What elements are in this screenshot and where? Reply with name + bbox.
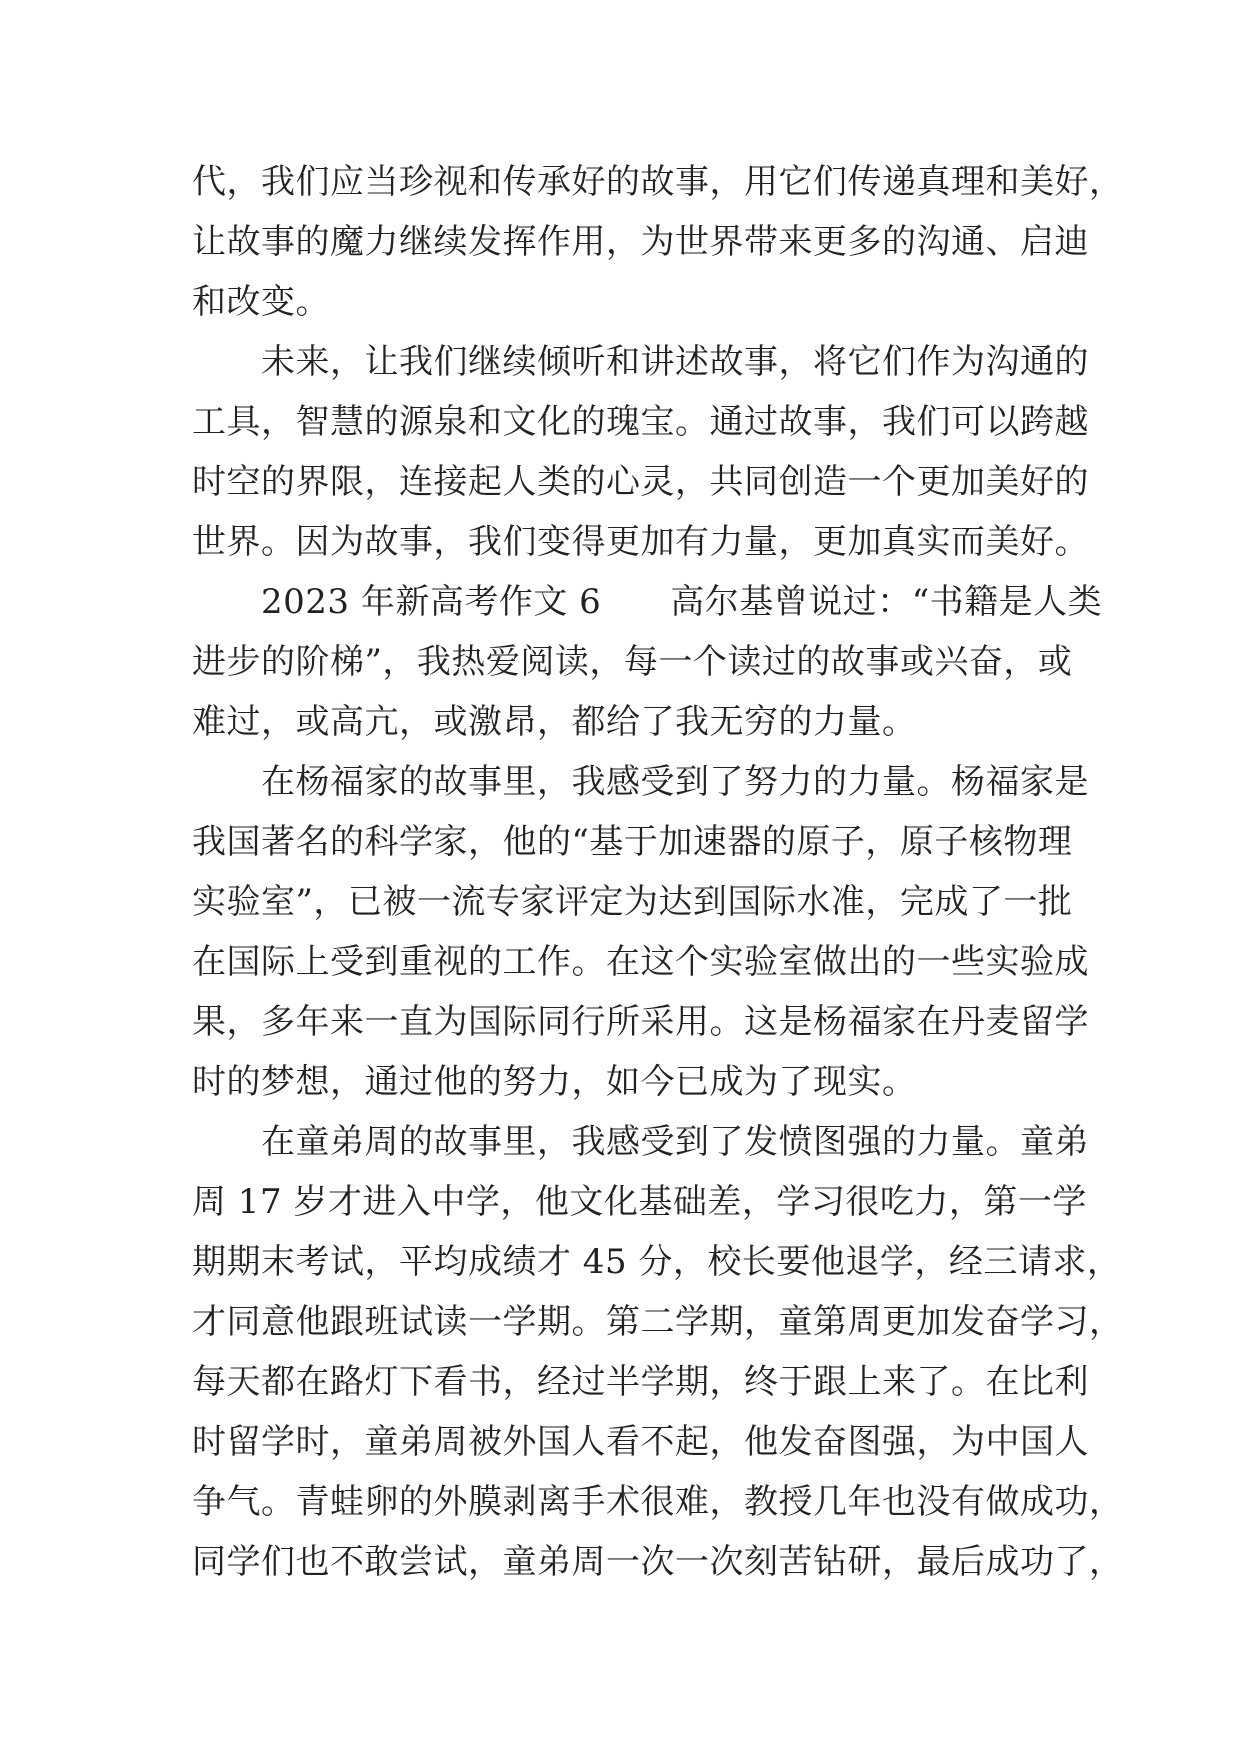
text-line: 才同意他跟班试读一学期。第二学期，童第周更加发奋学习，	[192, 1302, 1124, 1342]
text-line: 实验室”，已被一流专家评定为达到国际水准，完成了一批	[192, 882, 1073, 922]
text-line: 我国著名的科学家，他的“基于加速器的原子，原子核物理	[192, 822, 1073, 862]
text-line: 和改变。	[192, 282, 330, 322]
text-line: 代，我们应当珍视和传承好的故事，用它们传递真理和美好，	[192, 162, 1124, 202]
text-line: 时留学时，童弟周被外国人看不起，他发奋图强，为中国人	[192, 1422, 1089, 1462]
text-line: 工具，智慧的源泉和文化的瑰宝。通过故事，我们可以跨越	[192, 402, 1089, 442]
text-line: 世界。因为故事，我们变得更加有力量，更加真实而美好。	[192, 522, 1089, 562]
text-line: 期期末考试，平均成绩才 45 分，校长要他退学，经三请求，	[192, 1242, 1122, 1282]
text-line: 果，多年来一直为国际同行所采用。这是杨福家在丹麦留学	[192, 1002, 1089, 1042]
body-text	[192, 152, 1124, 1592]
text-line: 2023 年新高考作文 6 高尔基曾说过：“书籍是人类	[192, 582, 1103, 622]
text-line: 每天都在路灯下看书，经过半学期，终于跟上来了。在比利	[192, 1362, 1089, 1402]
text-line: 周 17 岁才进入中学，他文化基础差，学习很吃力，第一学	[192, 1182, 1087, 1222]
text-line: 在国际上受到重视的工作。在这个实验室做出的一些实验成	[192, 942, 1089, 982]
text-line: 在杨福家的故事里，我感受到了努力的力量。杨福家是	[192, 762, 1089, 802]
text-line: 时的梦想，通过他的努力，如今已成为了现实。	[192, 1062, 917, 1102]
text-line: 争气。青蛙卵的外膜剥离手术很难，教授几年也没有做成功，	[192, 1482, 1124, 1522]
text-line: 未来，让我们继续倾听和讲述故事，将它们作为沟通的	[192, 342, 1089, 382]
text-line: 让故事的魔力继续发挥作用，为世界带来更多的沟通、启迪	[192, 222, 1089, 262]
text-line: 难过，或高亢，或激昂，都给了我无穷的力量。	[192, 702, 917, 742]
text-line: 进步的阶梯”，我热爱阅读，每一个读过的故事或兴奋，或	[192, 642, 1073, 682]
text-line: 时空的界限，连接起人类的心灵，共同创造一个更加美好的	[192, 462, 1089, 502]
text-line: 同学们也不敢尝试，童弟周一次一次刻苦钻研，最后成功了，	[192, 1542, 1124, 1582]
text-line: 在童弟周的故事里，我感受到了发愤图强的力量。童弟	[192, 1122, 1089, 1162]
